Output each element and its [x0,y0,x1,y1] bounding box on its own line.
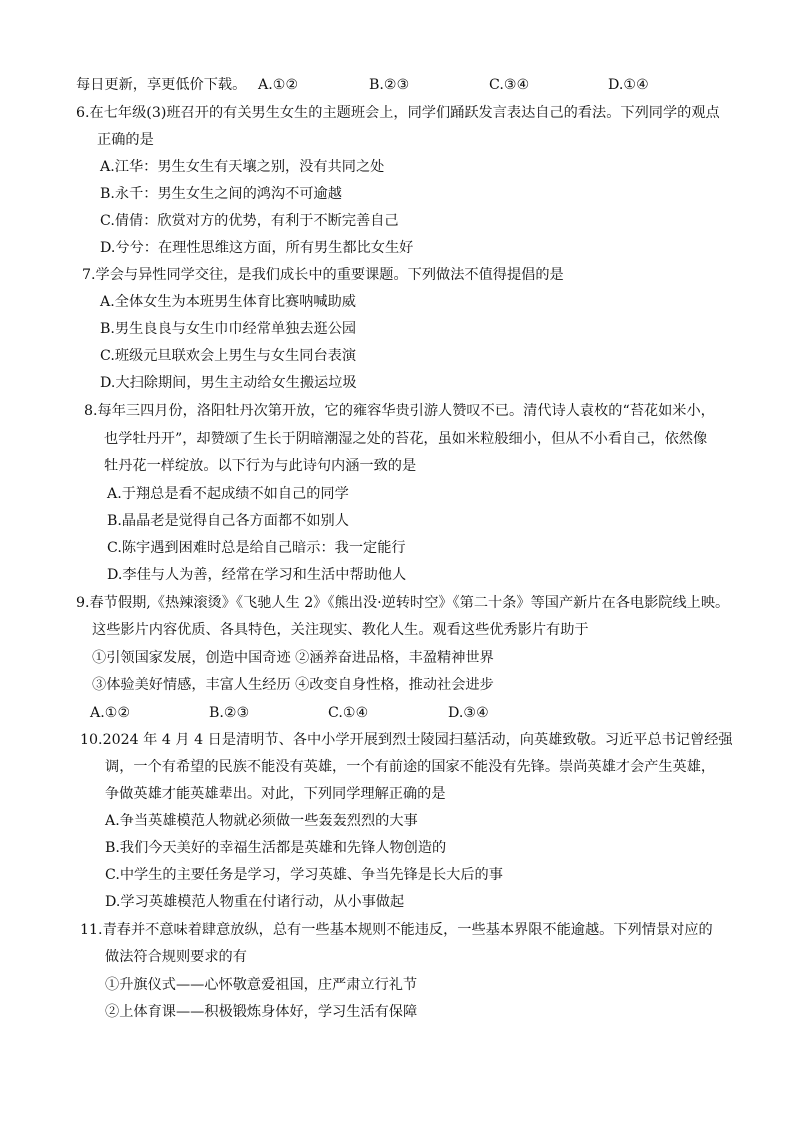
q11-stem-line1: 11.青春并不意味着肆意放纵，总有一些基本规则不能违反，一些基本界限不能逾越。下列情景对应的 [80,922,713,938]
q10-option-b: B.我们今天美好的幸福生活都是英雄和先锋人物创造的 [105,840,447,856]
q9-stem-line2: 这些影片内容优质、各具特色，关注现实、教化人生。观看这些优秀影片有助于 [92,622,589,638]
q6-stem-line1: 6.在七年级(3)班召开的有关男生女生的主题班会上，同学们踊跃发言表达自己的看法。下列同学的观点 [76,105,720,121]
q9-items-line2: ③体验美好情感，丰富人生经历 ④改变自身性格，推动社会进步 [92,677,494,693]
q10-stem-line1: 10.2024 年 4 月 4 日是清明节、各中小学开展到烈士陵园扫墓活动，向英雄致敬。习近平总书记曾经强 [80,732,733,748]
q6-stem-line2: 正确的是 [97,132,154,148]
q8-stem-line2: 也学牡丹开”，却赞颂了生长于阴暗潮湿之处的苔花，虽如米粒般细小，但从不小看自己，依然像 [104,431,708,447]
q6-option-d: D.兮兮：在理性思维这方面，所有男生都比女生好 [100,240,414,256]
q8-stem-line3: 牡丹花一样绽放。以下行为与此诗句内涵一致的是 [104,458,417,474]
top-option-a: A.①② [258,77,299,93]
q9-stem-line1: 9.春节假期,《热辣滚烫》《飞驰人生 2》《熊出没·逆转时空》《第二十条》等国产新片在各电影院线上映。 [76,595,730,611]
top-line-text: 每日更新，享更低价下载。 [76,77,247,93]
q7-option-a: A.全体女生为本班男生体育比赛呐喊助威 [100,294,356,310]
q11-item-2: ②上体育课——积极锻炼身体好，学习生活有保障 [105,1004,418,1020]
q10-stem-line2: 调，一个有希望的民族不能没有英雄，一个有前途的国家不能没有先锋。崇尚英雄才会产生英雄， [105,759,716,775]
q9-option-d: D.③④ [448,705,489,721]
top-line [76,76,246,94]
q7-option-b: B.男生良良与女生巾巾经常单独去逛公园 [100,321,357,337]
top-option-d: D.①④ [608,77,649,93]
q11-stem-line2: 做法符合规则要求的有 [105,949,247,965]
q10-stem-line3: 争做英雄才能英雄辈出。对此，下列同学理解正确的是 [105,786,446,802]
top-option-b: B.②③ [369,77,410,93]
q10-option-a: A.争当英雄模范人物就必须做一些轰轰烈烈的大事 [105,813,418,829]
q9-option-a: A.①② [90,705,131,721]
q11-item-1: ①升旗仪式——心怀敬意爱祖国，庄严肃立行礼节 [105,977,418,993]
q6-option-c: C.倩倩：欣赏对方的优势，有利于不断完善自己 [100,213,399,229]
q8-stem-line1: 8.每年三四月份，洛阳牡丹次第开放，它的雍容华贵引游人赞叹不已。清代诗人袁枚的“苔花如米小， [84,403,715,419]
q7-stem-line1: 7.学会与异性同学交往，是我们成长中的重要课题。下列做法不值得提倡的是 [82,267,564,283]
top-option-c: C.③④ [489,77,530,93]
q9-items-line1: ①引领国家发展，创造中国奇迹 ②涵养奋进品格，丰盈精神世界 [92,650,494,666]
q7-option-d: D.大扫除期间，男生主动给女生搬运垃圾 [100,375,357,391]
q6-option-b: B.永千：男生女生之间的鸿沟不可逾越 [100,186,342,202]
q9-option-c: C.①④ [328,705,369,721]
q6-option-a: A.江华：男生女生有天壤之别，没有共同之处 [100,159,385,175]
q8-option-b: B.晶晶老是觉得自己各方面都不如别人 [107,513,349,529]
q7-option-c: C.班级元旦联欢会上男生与女生同台表演 [100,348,357,364]
q10-option-d: D.学习英雄模范人物重在付诸行动，从小事做起 [105,894,405,910]
q10-option-c: C.中学生的主要任务是学习，学习英雄、争当先锋是长大后的事 [105,867,503,883]
q8-option-c: C.陈宇遇到困难时总是给自己暗示：我一定能行 [107,540,406,556]
q8-option-a: A.于翔总是看不起成绩不如自己的同学 [107,486,349,502]
q9-option-b: B.②③ [209,705,250,721]
q8-option-d: D.李佳与人为善，经常在学习和生活中帮助他人 [107,567,407,583]
